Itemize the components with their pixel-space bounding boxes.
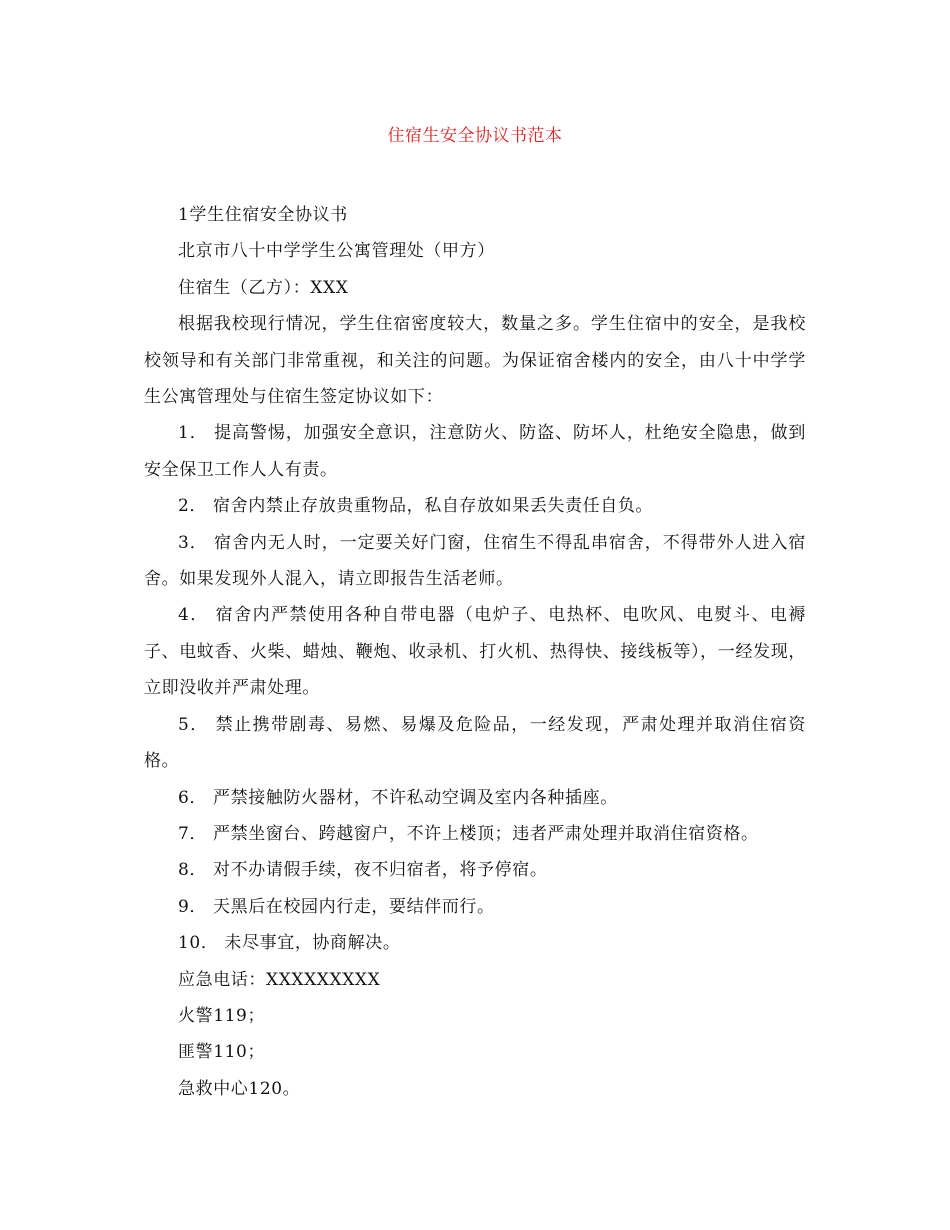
ambulance-line: 急救中心120。 bbox=[178, 1078, 301, 1099]
document-title: 住宿生安全协议书范本 bbox=[387, 126, 563, 146]
fire-alarm-line: 火警119； bbox=[178, 1005, 266, 1026]
clause-9: 9． 天黑后在校园内行走，要结伴而行。 bbox=[178, 896, 495, 917]
clause-4: 4． 宿舍内严禁使用各种自带电器（电炉子、电热杯、电吹风、电熨斗、电褥子、电蚊香、火柴、蜡烛、鞭炮、收录机、打火机、热得快、接线板等），一经发现，立即没收并严肃处理。 bbox=[144, 605, 806, 699]
intro-paragraph: 根据我校现行情况，学生住宿密度较大，数量之多。学生住宿中的安全，是我校校领导和有关部门非常重视，和关注的问题。为保证宿舍楼内的安全，由八十中学学生公寓管理处与住宿生签定协议如下： bbox=[144, 314, 806, 408]
emergency-phone-line: 应急电话：XXXXXXXXX bbox=[178, 969, 381, 990]
document-body bbox=[144, 197, 806, 1107]
clause-7: 7． 严禁坐窗台、跨越窗户，不许上楼顶；违者严肃处理并取消住宿资格。 bbox=[178, 823, 759, 844]
party-b-line: 住宿生（乙方）：XXX bbox=[178, 277, 349, 298]
clause-10: 10． 未尽事宜，协商解决。 bbox=[178, 933, 401, 954]
clause-6: 6． 严禁接触防火器材，不许私动空调及室内各种插座。 bbox=[178, 787, 618, 808]
clause-2: 2． 宿舍内禁止存放贵重物品，私自存放如果丢失责任自负。 bbox=[178, 496, 654, 517]
clause-3: 3． 宿舍内无人时，一定要关好门窗，住宿生不得乱串宿舍，不得带外人进入宿舍。如果发现外人混入，请立即报告生活老师。 bbox=[144, 532, 806, 590]
party-a-line: 北京市八十中学学生公寓管理处（甲方） bbox=[178, 241, 495, 262]
clause-1: 1． 提高警惕，加强安全意识，注意防火、防盗、防坏人，杜绝安全隐患，做到安全保卫工作人人有责。 bbox=[144, 423, 806, 480]
doc-heading-line: 1学生住宿安全协议书 bbox=[178, 205, 348, 225]
police-line: 匪警110； bbox=[178, 1042, 266, 1063]
clause-8: 8． 对不办请假手续，夜不归宿者，将予停宿。 bbox=[178, 860, 548, 881]
clause-5: 5． 禁止携带剧毒、易燃、易爆及危险品，一经发现，严肃处理并取消住宿资格。 bbox=[144, 714, 806, 772]
